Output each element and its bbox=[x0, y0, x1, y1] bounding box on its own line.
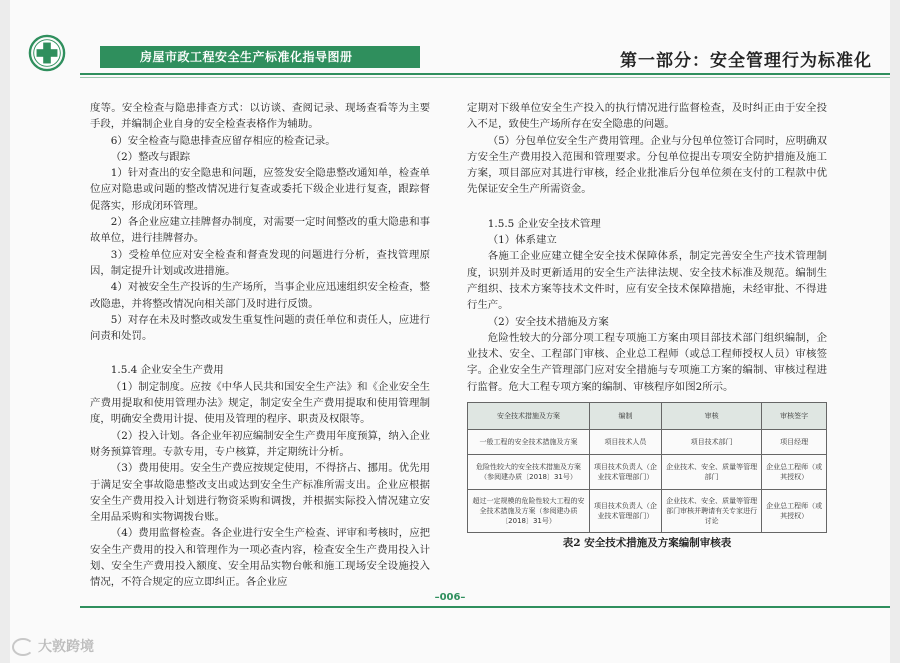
table-cell: 一般工程的安全技术措施及方案 bbox=[468, 430, 590, 455]
table-header-row bbox=[468, 403, 827, 430]
paragraph: 4）对被安全生产投诉的生产场所，当事企业应迅速组织安全检查，整改隐患，并将整改情况向相关部门及时进行反馈。 bbox=[90, 281, 430, 310]
table-cell: 企业总工程师（或其授权） bbox=[762, 490, 827, 533]
paragraph: 1）针对查出的安全隐患和问题，应签发安全隐患整改通知单，检查单位应对隐患或问题的整改情况进行复查或委托下级企业进行复查，跟踪督促落实，形成闭环管理。 bbox=[90, 167, 430, 212]
paragraph: 度等。安全检查与隐患排查方式：以访谈、查阅记录、现场查看等为主要手段，并编制企业自身的安全检查表格作为辅助。 bbox=[90, 102, 430, 131]
right-column bbox=[467, 100, 827, 395]
paragraph: （1）体系建立 bbox=[487, 234, 557, 247]
table-cell: 项目技术负责人（企业技术管理部门） bbox=[590, 490, 662, 533]
table-cell: 企业技术、安全、质量等管理部门审核并聘请有关专家进行讨论 bbox=[661, 490, 762, 533]
paragraph: （2）安全技术措施及方案 bbox=[487, 315, 609, 328]
table-cell: 项目技术部门 bbox=[661, 430, 762, 455]
table-header-cell: 编制 bbox=[590, 403, 662, 430]
section-title: 第一部分：安全管理行为标准化 bbox=[620, 51, 872, 71]
paragraph: 5）对存在未及时整改或发生重复性问题的责任单位和责任人，应进行问责和处罚。 bbox=[90, 313, 430, 343]
paragraph: （1）制定制度。应按《中华人民共和国安全生产法》和《企业安全生产费用提取和使用管理办法》规定，制定安全生产费用提取和使用管理制度，明确安全费用计提、使用及管理的程序、职责及权限等。 bbox=[90, 380, 430, 426]
paragraph-gap bbox=[90, 344, 430, 356]
paragraph-gap bbox=[467, 198, 827, 210]
watermark-text: 大敦跨境 bbox=[38, 639, 94, 655]
paragraph: 3）受检单位应对安全检查和督查发现的问题进行分析，查找管理原因，制定提升计划或改进措施。 bbox=[90, 248, 430, 277]
paragraph: （2）投入计划。各企业年初应编制安全生产费用年度预算，纳入企业财务预算管理。专款专用，专户核算，并定期统计分析。 bbox=[90, 429, 430, 458]
paragraph: （2）整改与跟踪 bbox=[110, 150, 191, 163]
safety-cross-logo-icon bbox=[28, 34, 66, 72]
table-row bbox=[468, 490, 827, 533]
section-heading: 1.5.5 企业安全技术管理 bbox=[487, 217, 601, 230]
paragraph: （3）费用使用。安全生产费应按规定使用，不得挤占、挪用。优先用于满足安全事故隐患整改支出或达到安全生产标准所需支出。企业应根据安全生产费用投入计划进行物资采购和调拨，并根据实际投入情况建立安全用品采购和实物调拨台账。 bbox=[90, 462, 430, 524]
table-cell: 项目经理 bbox=[762, 430, 827, 455]
header-rule-thin bbox=[80, 77, 890, 78]
watermark bbox=[12, 636, 94, 656]
paragraph: 定期对下级单位安全生产投入的执行情况进行监督检查，及时纠正由于安全投入不足，致使生产场所存在安全隐患的问题。 bbox=[467, 102, 827, 131]
header-rule bbox=[80, 73, 890, 75]
review-table bbox=[467, 402, 827, 533]
table-cell: 危险性较大的安全技术措施及方案（参阅建办质〔2018〕31号） bbox=[468, 455, 590, 490]
book-title: 房屋市政工程安全生产标准化指导图册 bbox=[140, 50, 353, 64]
table-row bbox=[468, 455, 827, 490]
table-row bbox=[468, 430, 827, 455]
left-column bbox=[90, 100, 430, 591]
paragraph: 危险性较大的分部分项工程专项施工方案由项目部技术部门组织编制，企业技术、安全、工程部门审核、企业总工程师（或总工程师授权人员）审核签字。企业安全生产管理部门应对安全措施与专项施工方案的编制、审核过程进行监督。危大工程专项方案的编制、审核程序如图2所示。 bbox=[467, 331, 827, 393]
table-header-cell: 审核签字 bbox=[762, 403, 827, 430]
page-number: –006– bbox=[434, 592, 466, 603]
paragraph: 2）各企业应建立挂牌督办制度，对需要一定时间整改的重大隐患和事故单位，进行挂牌督办。 bbox=[90, 216, 430, 245]
table-cell: 项目技术负责人（企业技术管理部门） bbox=[590, 455, 662, 490]
table-cell: 项目技术人员 bbox=[590, 430, 662, 455]
table-caption: 表2 安全技术措施及方案编制审核表 bbox=[562, 537, 732, 549]
table-header-cell: 安全技术措施及方案 bbox=[468, 403, 590, 430]
watermark-logo-icon bbox=[12, 638, 34, 656]
table-cell: 企业总工程师（或其授权） bbox=[762, 455, 827, 490]
paragraph: 6）安全检查与隐患排查应留存相应的检查记录。 bbox=[110, 134, 336, 147]
paragraph: （4）费用监督检查。各企业进行安全生产检查、评审和考核时，应把安全生产费用的投入和管理作为一项必查内容，检查安全生产费用投入计划、安全生产费用投入额度、安全用品实物台帐和施工现场安全设施投入情况，不符合规定的应立即纠正。各企业应 bbox=[90, 527, 430, 589]
table-cell: 企业技术、安全、质量等管理部门 bbox=[661, 455, 762, 490]
paragraph: 各施工企业应建立健全安全技术保障体系，制定完善安全生产技术管理制度，识别并及时更新适用的安全生产法律法规、安全技术标准及规范。编制生产组织、技术方案等技术文件时，应有安全技术保障措施，未经审批、不得进行生产。 bbox=[467, 250, 827, 312]
paragraph: （5）分包单位安全生产费用管理。企业与分包单位签订合同时，应明确双方安全生产费用投入范围和管理要求。分包单位提出专项安全防护措施及施工方案，项目部应对其进行审核，经企业批准后分包单位须在支付的工程款中优先保证安全生产所需资金。 bbox=[467, 134, 827, 196]
table-header-cell: 审核 bbox=[661, 403, 762, 430]
table-cell: 超过一定规模的危险性较大工程的安全技术措施及方案（参阅建办质〔2018〕31号） bbox=[468, 490, 590, 533]
section-heading: 1.5.4 企业安全生产费用 bbox=[110, 364, 224, 377]
header bbox=[10, 28, 890, 80]
footer-rule bbox=[80, 606, 890, 608]
page bbox=[10, 0, 890, 663]
